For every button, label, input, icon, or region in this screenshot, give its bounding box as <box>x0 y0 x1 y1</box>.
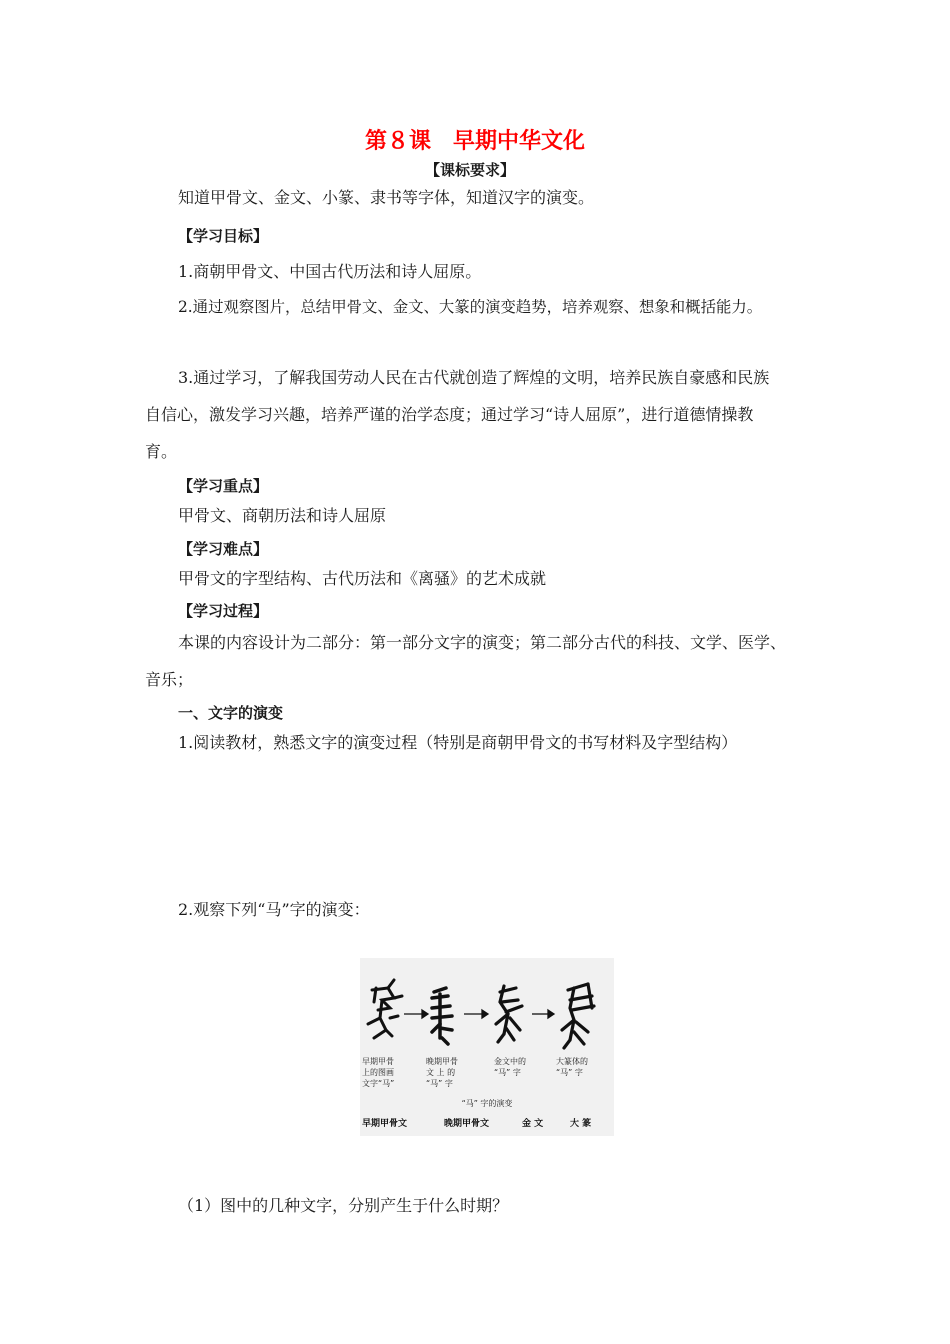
figure-caption-large-seal: 大篆体的 “马” 字 <box>556 1057 588 1077</box>
arrow-icon <box>404 1010 428 1018</box>
key-text: 甲骨文、商朝历法和诗人屈原 <box>178 506 387 525</box>
figure-label-early-oracle: 早期甲骨文 <box>362 1119 408 1129</box>
step-1: 1.阅读教材，熟悉文字的演变过程（特别是商朝甲骨文的书写材料及字型结构） <box>178 733 738 752</box>
late-oracle-horse-glyph <box>432 988 452 1044</box>
goal-1: 1.商朝甲骨文、中国古代历法和诗人屈原。 <box>178 262 482 281</box>
figure-label-late-oracle: 晚期甲骨文 <box>444 1119 490 1129</box>
standard-heading: 【课标要求】 <box>425 161 516 179</box>
early-oracle-horse-glyph <box>368 980 402 1038</box>
figure-caption-late-oracle: 晚期甲骨 文 上 的 “马” 字 <box>426 1057 458 1088</box>
goal-3-line-2: 自信心，激发学习兴趣，培养严谨的治学态度；通过学习“诗人屈原”，进行道德情操教 <box>145 405 754 424</box>
goal-3-line-1: 3.通过学习，了解我国劳动人民在古代就创造了辉煌的文明，培养民族自豪感和民族 <box>178 368 770 387</box>
difficulty-text: 甲骨文的字型结构、古代历法和《离骚》的艺术成就 <box>178 569 547 588</box>
process-line-2: 音乐； <box>145 670 194 689</box>
difficulty-heading: 【学习难点】 <box>178 540 269 558</box>
figure-caption-early-oracle: 早期甲骨 上的图画 文字“马” <box>362 1057 395 1088</box>
large-seal-horse-glyph <box>562 984 594 1048</box>
arrow-icon <box>532 1010 554 1018</box>
figure-label-large-seal: 大 篆 <box>570 1119 592 1129</box>
figure-caption-bronze: 金文中的 “马” 字 <box>494 1057 526 1077</box>
question-1: （1）图中的几种文字，分别产生于什么时期？ <box>178 1196 509 1215</box>
process-heading: 【学习过程】 <box>178 602 269 620</box>
bronze-script-horse-glyph <box>496 986 522 1042</box>
goal-2: 2.通过观察图片，总结甲骨文、金文、大篆的演变趋势，培养观察、想象和概括能力。 <box>178 298 763 316</box>
goal-3-line-3: 育。 <box>145 442 178 461</box>
horse-character-evolution-figure <box>360 958 614 1136</box>
glyph-drawings <box>360 958 614 1136</box>
part-1-heading: 一、文字的演变 <box>178 704 284 722</box>
figure-label-bronze: 金 文 <box>522 1119 544 1129</box>
process-line-1: 本课的内容设计为二部分：第一部分文字的演变；第二部分古代的科技、文学、医学、 <box>178 633 787 652</box>
key-heading: 【学习重点】 <box>178 477 269 495</box>
goals-heading: 【学习目标】 <box>178 227 269 245</box>
figure-center-caption: “马” 字的演变 <box>461 1099 513 1108</box>
lesson-title: 第８课 早期中华文化 <box>364 129 585 154</box>
arrow-icon <box>464 1010 488 1018</box>
standard-text: 知道甲骨文、金文、小篆、隶书等字体，知道汉字的演变。 <box>178 188 595 207</box>
step-2: 2.观察下列“马”字的演变： <box>178 900 370 919</box>
